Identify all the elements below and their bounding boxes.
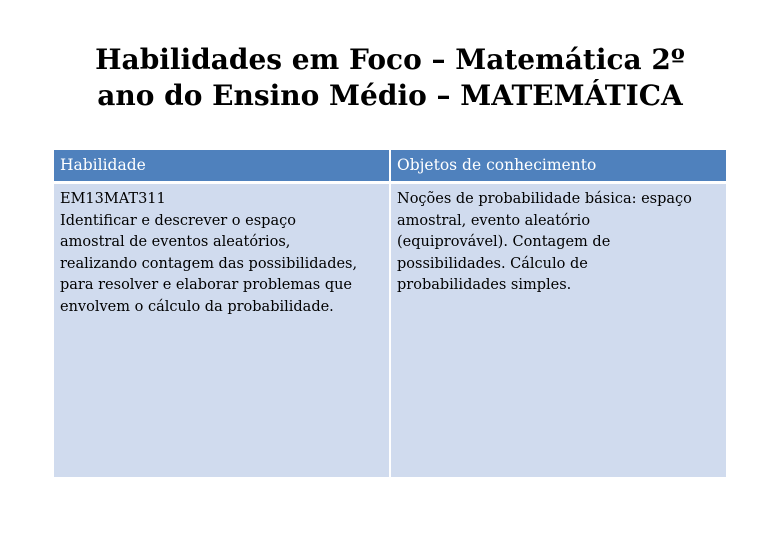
page-title [40,42,740,114]
skills-table [54,150,726,477]
habilidade-line: Identificar e descrever o espaço [60,212,296,229]
objetos-line: (equiprovável). Contagem de [397,234,611,250]
objetos-line: amostral, evento aleatório [397,212,591,229]
objetos-line: probabilidades simples. [397,277,572,293]
habilidade-line: para resolver e elaborar problemas que [60,277,353,293]
header-objetos-de-conhecimento: Objetos de conhecimento [391,150,726,181]
objetos-line: Noções de probabilidade básica: espaço [397,191,692,207]
habilidade-line: amostral de eventos aleatórios, [60,234,291,250]
header-habilidade: Habilidade [54,150,389,181]
habilidade-line: EM13MAT311 [60,191,166,207]
cell-habilidade [54,184,389,477]
cell-objetos-de-conhecimento [391,184,726,477]
habilidade-line: realizando contagem das possibilidades, [60,255,358,272]
title-line-1: Habilidades em Foco – Matemática 2º [95,43,685,76]
objetos-line: possibilidades. Cálculo de [397,255,588,272]
habilidade-line: envolvem o cálculo da probabilidade. [60,298,334,315]
title-line-2: ano do Ensino Médio – MATEMÁTICA [97,79,683,112]
